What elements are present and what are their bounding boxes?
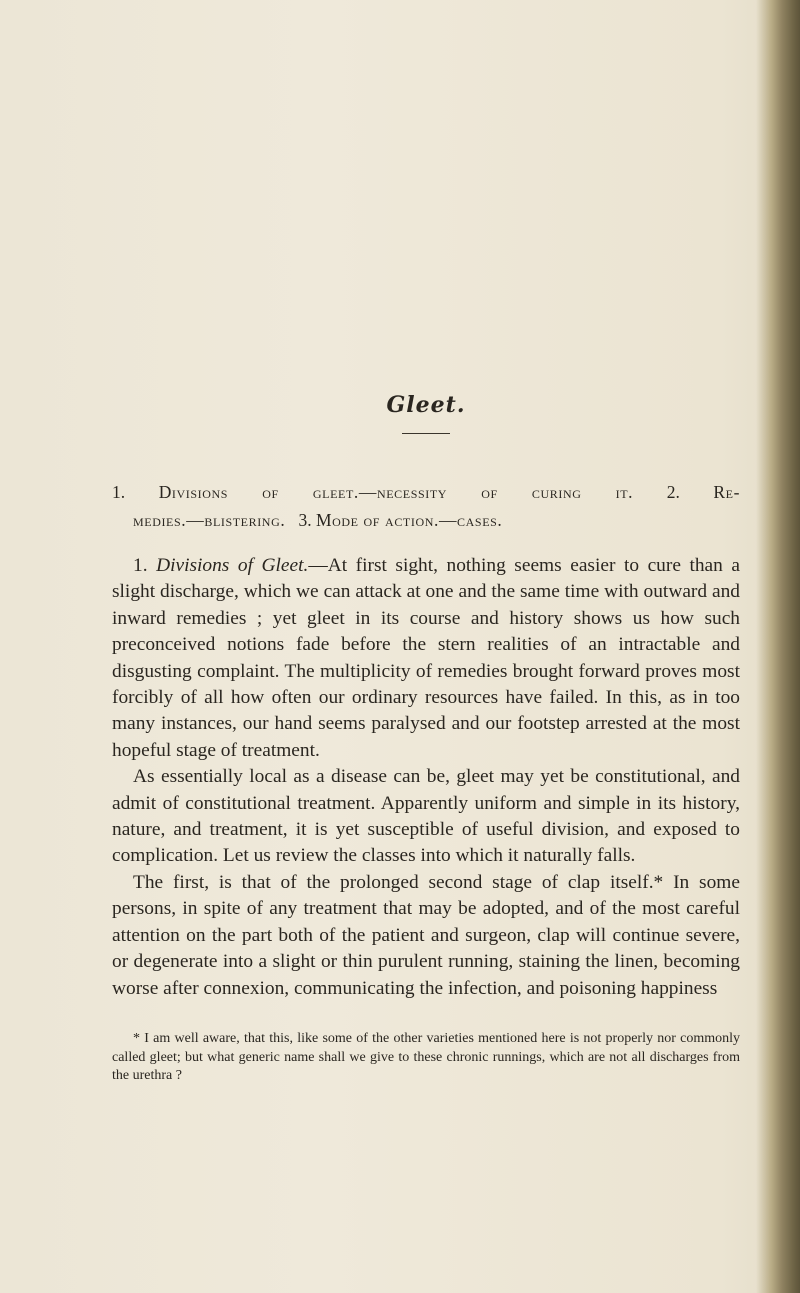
paragraph-3: The first, is that of the prolonged second stage of clap itself.* In some persons, in spite of any treatment that may be adopted, and of the most careful attention on the part both of the patient and surgeon, clap will continue severe, or degenerate into a slight or thin purulent running, staining the linen, becoming worse after connexion, communicating the infection, and poisoning happiness	[112, 871, 740, 999]
summary-part-1: Divisions of gleet.—necessity of curing it.	[158, 482, 634, 502]
page-edge-shadow	[756, 0, 800, 1293]
paragraph-1	[112, 553, 740, 764]
summary-num-2: 2.	[666, 482, 680, 502]
paragraph-1-heading: Divisions of Gleet.	[156, 555, 309, 576]
paragraph-2: As essentially local as a disease can be, gleet may yet be constitutional, and admit of constitutional treatment. Apparently uniform and simple in its history, nature, and treatment, it is yet susceptible of useful division, and exposed to complication. Let us review the classes into which it naturally falls.	[112, 766, 740, 867]
summary-part-3: Mode of action.—cases.	[315, 510, 503, 530]
summary-line-1	[112, 478, 740, 506]
chapter-summary	[112, 478, 740, 534]
summary-line-2	[112, 506, 740, 534]
summary-num-1: 1.	[112, 482, 126, 502]
title-rule	[402, 433, 450, 434]
paragraph-1-number: 1.	[133, 555, 148, 576]
paragraph-1-text: —At first sight, nothing seems easier to cure than a slight discharge, which we can attack at one and the same time with outward and inward remedies ; yet gleet in its course and history shows us how such preconceived notions fade before the stern realities of an intractable and disgusting complaint. The multiplicity of remedies brought forward proves most forcibly of all how often our ordinary resources have failed. In this, as in too many instances, our hand seems paralysed and our footstep arrested at the most hopeful stage of treatment.	[112, 555, 741, 761]
footnote: * I am well aware, that this, like some of the other varieties mentioned here is not properly nor commonly called gleet; but what generic name shall we give to these chronic runnings, which are not all discharges from the urethra ?	[112, 1031, 740, 1083]
summary-num-3: 3.	[298, 510, 312, 530]
summary-part-2b: medies.—blistering.	[133, 510, 286, 530]
chapter-title: Gleet.	[386, 392, 466, 418]
body-text	[112, 553, 740, 1002]
summary-part-2a: Re-	[713, 482, 741, 502]
